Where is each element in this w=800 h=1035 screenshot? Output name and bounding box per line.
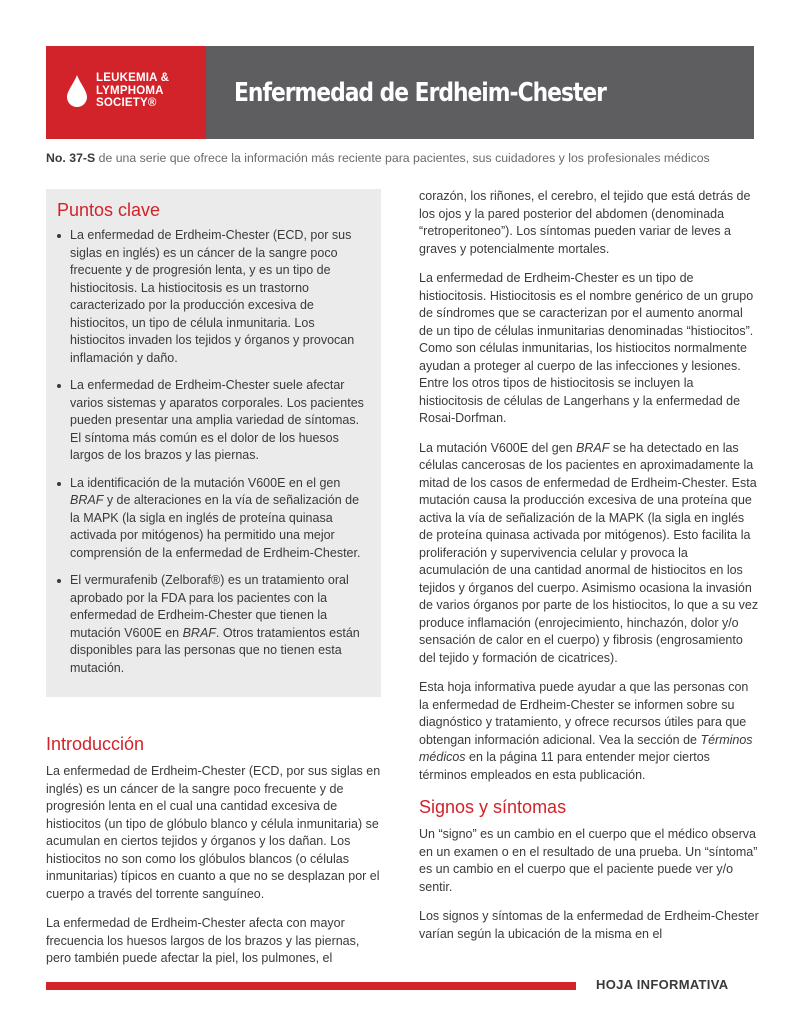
title-banner [206,46,754,139]
logo-text [96,72,169,110]
logo-line: LYMPHOMA [96,84,164,97]
footer-label: HOJA INFORMATIVA [596,977,729,992]
gene-name: BRAF [182,625,216,640]
key-point-text: La enfermedad de Erdheim-Chester (ECD, por sus siglas en inglés) es un cáncer de la sangre poco frecuente y de progresión lenta, y es un tipo de histiocitosis. La histiocitosis es un trastorno caracterizado por la producción excesiva de histiocitos, un tipo de célula inmunitaria. Los histiocitos invaden los tejidos y órganos y provocan inflamación y daño. [70,228,355,365]
section-reference: Términos médicos [419,732,753,764]
body-paragraph: Un “signo” es un cambio en el cuerpo que el médico observa en un examen o en el resultado de una prueba. Un “síntoma” es un cambio en el cuerpo que el paciente puede ver y/o sentir. [419,827,758,894]
page-title: Enfermedad de Erdheim-Chester [234,77,606,108]
lls-logo [46,46,206,139]
body-paragraph: Los signos y síntomas de la enfermedad de Erdheim-Chester varían según la ubicación de la misma en el [419,909,759,941]
gene-name: BRAF [576,440,610,455]
logo-line: SOCIETY® [96,97,157,109]
left-column [46,189,381,980]
key-points-heading: Puntos clave [57,200,161,220]
key-point-text: y de alteraciones en la vía de señalización de la MAPK (la sigla en inglés de proteína quinasa activada por mitógenos) ha permitido una mejor comprensión de la enfermedad de Erdheim-Chester. [70,493,361,560]
paragraph-text: en la página 11 para entender mejor ciertos términos empleados en esta publicación. [419,750,710,782]
gene-name: BRAF [70,493,104,507]
body-paragraph: La enfermedad de Erdheim-Chester es un tipo de histiocitosis. Histiocitosis es el nombre genérico de un grupo de síndromes que se caracterizan por el aumento anormal de un tipo de células inmunitarias denominadas “histiocitos”. Como son células inmunitarias, los histiocitos normalmente ayudan a proteger al cuerpo de las infecciones y lesiones. Entre los otros tipos de histiocitosis se incluyen la histiocitosis de células de Langerhans y la enfermedad de Rosai-Dorfman. [419,271,754,425]
key-point-item [57,377,369,465]
series-text: de una serie que ofrece la información más reciente para pacientes, sus cuidadores y los profesionales médicos [95,151,710,165]
signs-heading: Signos y síntomas [419,797,567,817]
right-column [419,188,759,955]
key-point-text: . Otros tratamientos están disponibles para las personas que no tienen esta mutación. [70,625,360,675]
key-point-item [57,572,369,677]
page-header [46,46,754,139]
paragraph-text: Esta hoja informativa puede ayudar a que las personas con la enfermedad de Erdheim-Chester se informen sobre su diagnóstico y tratamiento, y ofrece recursos útiles para que obtengan información adicional. Vea la sección de [419,680,749,747]
key-points-list [57,227,369,677]
body-paragraph: corazón, los riñones, el cerebro, el tejido que está detrás de los ojos y la pared posterior del abdomen (denominada “retroperitoneo”). Los síntomas pueden variar de leves a graves y potencialmente mortales. [419,189,751,256]
body-paragraph [419,440,759,668]
series-number: No. 37-S [46,151,96,165]
intro-heading: Introducción [46,734,145,754]
key-point-text: La enfermedad de Erdheim-Chester suele afectar varios sistemas y aparatos corporales. Los pacientes pueden presentar una amplia variedad de síntomas. El síntoma más común es el dolor de los huesos largos de los brazos y las piernas. [70,378,364,462]
key-point-text: El vermurafenib (Zelboraf®) es un tratamiento oral aprobado por la FDA para los pacientes con la enfermedad de Erdheim-Chester que tienen la mutación V600E en [70,573,349,640]
paragraph-text: La mutación V600E del gen [419,440,577,455]
body-paragraph [419,679,759,784]
footer-bar [46,982,576,990]
key-points-box [46,189,381,697]
key-point-item [57,227,369,367]
key-point-item [57,475,369,563]
series-subtitle [46,151,710,165]
blood-drop-icon [66,74,88,108]
paragraph-text: se ha detectado en las células cancerosas de los pacientes en aproximadamente la mitad de los casos de enfermedad de Erdheim-Chester. Esta mutación causa la producción excesiva de una proteína que activa la vía de señalización de la MAPK (la sigla en inglés de proteína quinasa activada por mitógenos). Esto facilita la proliferación y supervivencia celular y provoca la acumulación de una cantidad anormal de histiocitos en los tejidos y órganos del cuerpo. Asimismo ocasiona la invasión de varios órganos por parte de los histiocitos, lo que a su vez produce inflamación (enrojecimiento, hinchazón, dolor y/o sensación de calor en el cuerpo) y fibrosis (engrosamiento del tejido y formación de cicatrices). [419,440,759,665]
key-point-text: La identificación de la mutación V600E en el gen [70,475,341,490]
intro-paragraph: La enfermedad de Erdheim-Chester (ECD, por sus siglas en inglés) es un cáncer de la sangre poco frecuente y de progresión lenta en el cual una cantidad excesiva de histiocitos (un tipo de glóbulo blanco y célula inmunitaria) se acumulan en ciertos tejidos y órganos y los dañan. Los histiocitos no son como los glóbulos blancos (o células inmunitarias) típicos en cuanto a que no se desplazan por el cuerpo a través del torrente sanguíneo. [46,764,381,901]
intro-paragraph: La enfermedad de Erdheim-Chester afecta con mayor frecuencia los huesos largos de los brazos y las piernas, pero también puede afectar la piel, los pulmones, el [46,916,360,965]
logo-line: LEUKEMIA & [96,72,170,84]
